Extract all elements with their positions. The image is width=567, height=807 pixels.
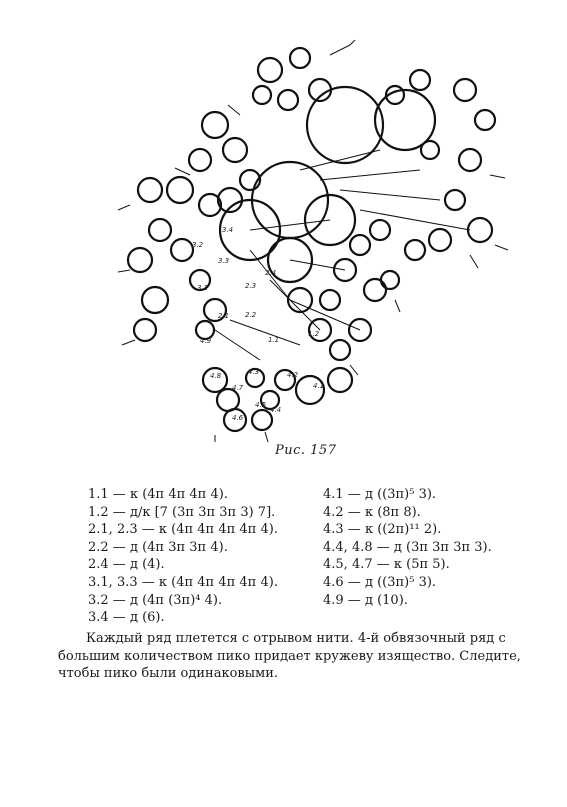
- connecting-thread: [270, 280, 320, 330]
- connecting-thread: [320, 170, 420, 180]
- instruction-line: 4.5, 4.7 — к (5п 5).: [323, 557, 450, 573]
- picot-tail: [395, 300, 400, 312]
- paragraph-line: большим количеством пико придает кружеву изящество. Следите,: [58, 648, 521, 664]
- picot-ring: [381, 271, 399, 289]
- picot-ring: [252, 410, 272, 430]
- connecting-thread: [215, 330, 260, 360]
- instruction-line: 1.2 — д/к [7 (3п 3п 3п 3) 7].: [88, 504, 276, 520]
- element-number-label: 2.1: [218, 312, 230, 320]
- picot-ring: [167, 177, 193, 203]
- instructions-right-column: [323, 486, 492, 609]
- picot-ring: [171, 239, 193, 261]
- picot-tail: [118, 205, 130, 210]
- picot-ring: [149, 219, 171, 241]
- picot-ring: [296, 376, 324, 404]
- picot-ring: [445, 190, 465, 210]
- paragraph-line: чтобы пико были одинаковыми.: [58, 666, 278, 681]
- element-number-label: 2.4: [265, 269, 277, 277]
- picot-tail: [122, 340, 135, 345]
- element-number-label: 4.7: [232, 384, 244, 392]
- picot-tail: [175, 168, 190, 175]
- instruction-line: 4.1 — д ((3п)⁵ 3).: [323, 487, 437, 502]
- element-number-label: 4.8: [210, 372, 222, 380]
- picot-ring: [320, 290, 340, 310]
- paragraph-line: Каждый ряд плетется с отрывом нити. 4-й обвязочный ряд с: [86, 631, 506, 646]
- picot-tail: [470, 255, 478, 268]
- picot-ring: [364, 279, 386, 301]
- picot-tail: [118, 270, 130, 272]
- element-number-label: 2.2: [245, 311, 257, 319]
- picot-ring: [350, 235, 370, 255]
- picot-ring: [278, 90, 298, 110]
- picot-ring: [475, 110, 495, 130]
- instruction-line: 4.9 — д (10).: [323, 592, 408, 608]
- picot-ring: [468, 218, 492, 242]
- lace-ring: [375, 90, 435, 150]
- instruction-line: 2.1, 2.3 — к (4п 4п 4п 4п 4).: [88, 522, 278, 538]
- figure-caption: Рис. 157: [275, 443, 337, 458]
- element-number-label: 1.1: [268, 336, 280, 344]
- element-number-label: 2.3: [245, 282, 257, 290]
- picot-ring: [189, 149, 211, 171]
- picot-tail: [228, 105, 240, 115]
- instruction-line: 4.2 — к (8п 8).: [323, 504, 421, 520]
- picot-ring: [454, 79, 476, 101]
- picot-ring: [459, 149, 481, 171]
- picot-tail: [265, 432, 268, 442]
- instruction-line: 4.3 — к ((2п)¹¹ 2).: [323, 522, 442, 538]
- picot-ring: [328, 368, 352, 392]
- element-number-label: 4.5: [255, 401, 267, 409]
- picot-ring: [258, 58, 282, 82]
- picot-ring: [405, 240, 425, 260]
- picot-tail: [330, 45, 350, 55]
- picot-ring: [253, 86, 271, 104]
- element-number-label: 3.4: [222, 226, 234, 234]
- picot-ring: [134, 319, 156, 341]
- picot-tail: [350, 40, 355, 45]
- element-number-label: 1.2: [308, 330, 320, 338]
- picot-tail: [495, 245, 508, 250]
- element-number-label: 4.4: [270, 406, 282, 414]
- instruction-line: 4.6 — д ((3п)⁵ 3).: [323, 574, 437, 590]
- element-number-label: 3.3: [218, 257, 230, 265]
- instruction-line: 1.1 — к (4п 4п 4п 4).: [88, 487, 228, 502]
- element-number-label: 3.1: [197, 284, 209, 292]
- instruction-line: 3.2 — д (4п (3п)⁴ 4).: [88, 592, 223, 608]
- picot-ring: [142, 287, 168, 313]
- element-number-label: 4.2: [287, 371, 299, 379]
- instruction-line: 3.1, 3.3 — к (4п 4п 4п 4п 4).: [88, 574, 278, 590]
- picot-ring: [410, 70, 430, 90]
- connecting-thread: [340, 190, 440, 200]
- picot-ring: [202, 112, 228, 138]
- picot-tail: [490, 175, 505, 178]
- instruction-line: 4.4, 4.8 — д (3п 3п 3п 3).: [323, 539, 492, 555]
- element-number-label: 4.9: [200, 337, 212, 345]
- instruction-line: 2.4 — д (4).: [88, 557, 165, 573]
- element-number-label: 3.2: [192, 241, 204, 249]
- element-number-label: 4.6: [232, 414, 244, 422]
- instructions-left-column: [88, 486, 278, 627]
- picot-ring: [223, 138, 247, 162]
- connecting-thread: [290, 300, 360, 330]
- connecting-thread: [300, 150, 380, 170]
- element-number-label: 4.1: [313, 382, 325, 390]
- picot-ring: [370, 220, 390, 240]
- picot-ring: [429, 229, 451, 251]
- picot-ring: [128, 248, 152, 272]
- picot-ring: [138, 178, 162, 202]
- picot-ring: [217, 389, 239, 411]
- connecting-thread: [230, 320, 300, 345]
- picot-ring: [330, 340, 350, 360]
- instruction-line: 2.2 — д (4п 3п 3п 4).: [88, 539, 228, 555]
- element-number-label: 4.3: [248, 368, 260, 376]
- description-paragraph: [58, 630, 538, 683]
- picot-ring: [290, 48, 310, 68]
- instruction-line: 3.4 — д (6).: [88, 610, 165, 626]
